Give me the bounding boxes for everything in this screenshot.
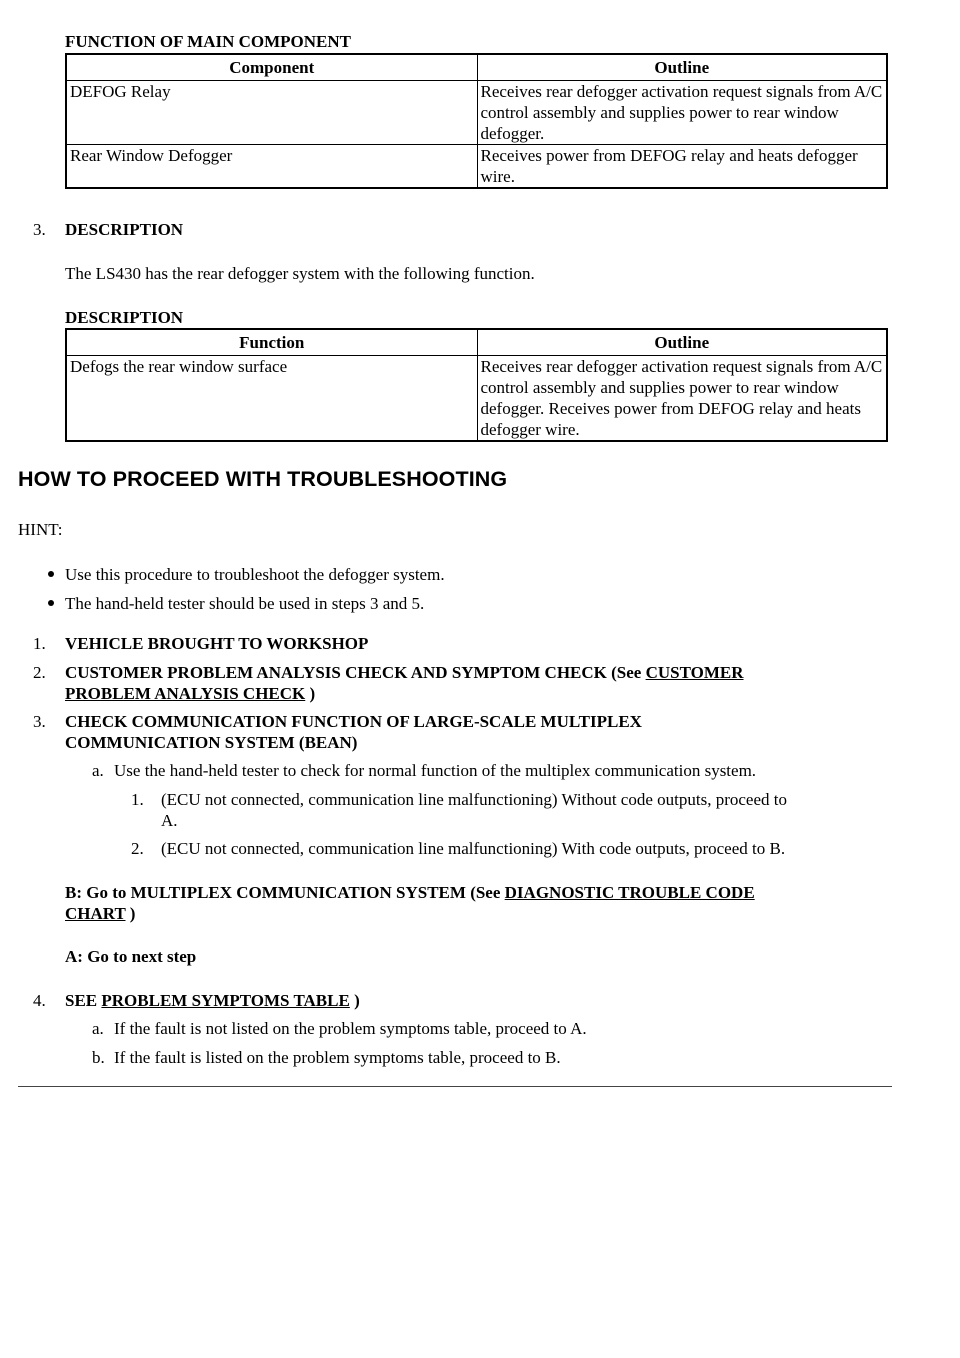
customer-problem-analysis-link[interactable]: CUSTOMER: [645, 663, 744, 682]
section-number: 3.: [33, 220, 46, 239]
result-b-line-continued: [65, 903, 135, 924]
table-cell: Receives power from DEFOG relay and heats defogger wire.: [477, 145, 887, 189]
step-title-continued: COMMUNICATION SYSTEM (BEAN): [65, 733, 358, 752]
table-cell: DEFOG Relay: [66, 81, 477, 145]
description-table: [65, 328, 888, 442]
table-cell: Receives rear defogger activation request signals from A/C control assembly and supplies power to rear window defogger.: [477, 81, 887, 145]
description-caption: DESCRIPTION: [65, 308, 184, 327]
result-b-line: [65, 882, 755, 903]
bullet-icon: [48, 571, 54, 577]
substep-text: If the fault is not listed on the problem symptoms table, proceed to A.: [114, 1019, 587, 1038]
table-row: [66, 145, 887, 189]
table-row: [66, 81, 887, 145]
table-header-row: [66, 54, 887, 81]
table-cell: Defogs the rear window surface: [66, 356, 477, 442]
main-component-table: [65, 53, 888, 189]
step-title: [65, 990, 360, 1011]
step-number: 1.: [33, 634, 46, 653]
column-header-function: Function: [66, 329, 477, 356]
result-number: 2.: [131, 839, 144, 858]
result-text-continued: A.: [161, 811, 178, 830]
column-header-outline: Outline: [477, 329, 887, 356]
step-number: 2.: [33, 663, 46, 682]
function-main-component-caption: FUNCTION OF MAIN COMPONENT: [65, 32, 351, 51]
hint-item: The hand-held tester should be used in steps 3 and 5.: [65, 594, 425, 613]
substep-label: a.: [92, 1019, 104, 1038]
step-title-text: SEE: [65, 991, 102, 1010]
step-title: [65, 662, 744, 683]
description-body: The LS430 has the rear defogger system with the following function.: [65, 264, 535, 283]
diagnostic-trouble-code-chart-link[interactable]: DIAGNOSTIC TROUBLE CODE: [504, 883, 755, 902]
howto-heading: HOW TO PROCEED WITH TROUBLESHOOTING: [18, 467, 508, 491]
substep-label: a.: [92, 761, 104, 780]
bottom-divider: [18, 1086, 892, 1087]
table-row: [66, 356, 887, 442]
customer-problem-analysis-link[interactable]: PROBLEM ANALYSIS CHECK: [65, 684, 306, 703]
table-cell: Receives rear defogger activation request signals from A/C control assembly and supplies power to rear window defogger. Receives power from DEFOG relay and heats defogger wire.: [477, 356, 887, 442]
result-b-text: B: Go to MULTIPLEX COMMUNICATION SYSTEM (See: [65, 883, 505, 902]
step-title-close: ): [305, 684, 316, 703]
step-title: CHECK COMMUNICATION FUNCTION OF LARGE-SCALE MULTIPLEX: [65, 712, 642, 731]
bullet-icon: [48, 600, 54, 606]
substep-text: Use the hand-held tester to check for normal function of the multiplex communication system.: [114, 761, 757, 780]
hint-item: Use this procedure to troubleshoot the defogger system.: [65, 565, 445, 584]
step-title-close: ): [349, 991, 360, 1010]
step-title: VEHICLE BROUGHT TO WORKSHOP: [65, 634, 369, 653]
result-b-close: ): [125, 904, 136, 923]
problem-symptoms-table-link[interactable]: PROBLEM SYMPTOMS TABLE: [101, 991, 350, 1010]
step-title-continued: [65, 683, 315, 704]
result-text: (ECU not connected, communication line malfunctioning) Without code outputs, proceed to: [161, 790, 787, 809]
hint-label: HINT:: [18, 520, 63, 539]
step-number: 3.: [33, 712, 46, 731]
section-title: DESCRIPTION: [65, 220, 184, 239]
column-header-outline: Outline: [477, 54, 887, 81]
substep-text: If the fault is listed on the problem symptoms table, proceed to B.: [114, 1048, 561, 1067]
result-text: (ECU not connected, communication line malfunctioning) With code outputs, proceed to B.: [161, 839, 786, 858]
step-title-text: CUSTOMER PROBLEM ANALYSIS CHECK AND SYMPTOM CHECK (See: [65, 663, 646, 682]
result-number: 1.: [131, 790, 144, 809]
diagnostic-trouble-code-chart-link[interactable]: CHART: [65, 904, 126, 923]
column-header-component: Component: [66, 54, 477, 81]
table-header-row: [66, 329, 887, 356]
step-number: 4.: [33, 991, 46, 1010]
table-cell: Rear Window Defogger: [66, 145, 477, 189]
substep-label: b.: [92, 1048, 105, 1067]
result-a-line: A: Go to next step: [65, 947, 197, 966]
